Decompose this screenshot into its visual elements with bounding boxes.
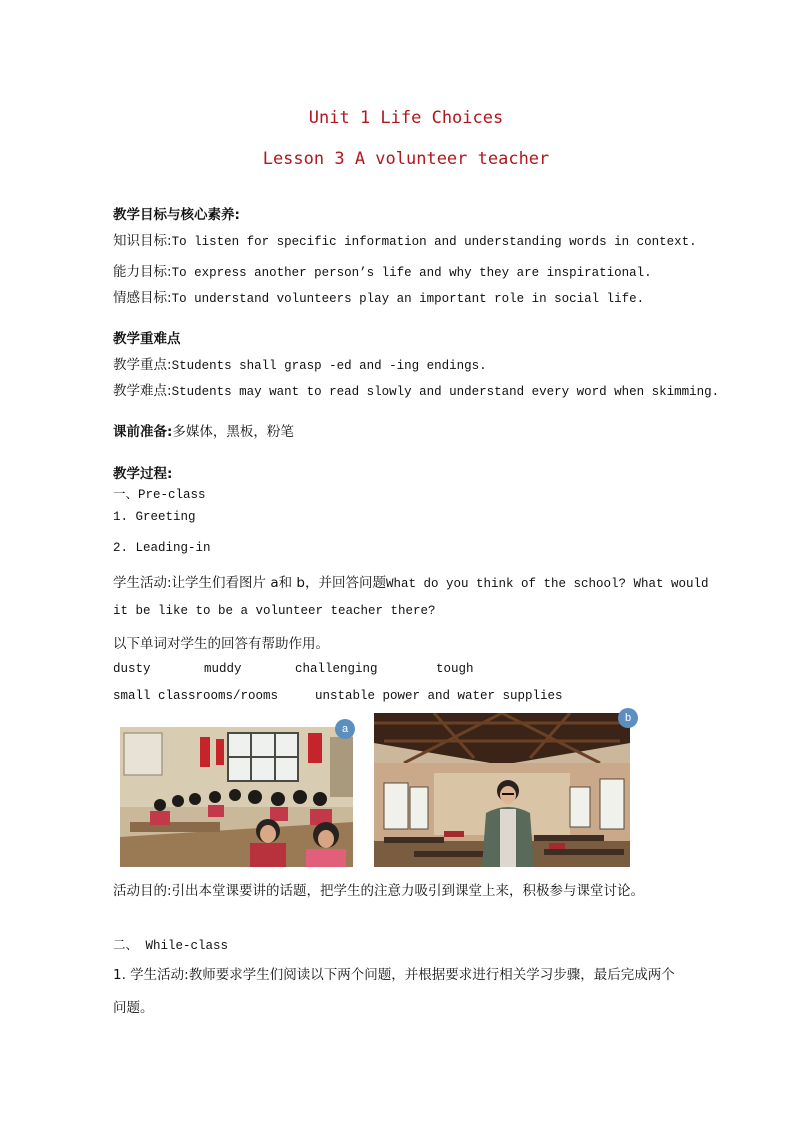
student-activity — [113, 571, 709, 591]
knowledge-text: To listen for specific information and understanding words in context. — [171, 235, 697, 249]
ability-text: To express another person’s life and why they are inspirational. — [171, 266, 652, 280]
objectives-heading: 教学目标与核心素养: — [113, 207, 240, 223]
classroom-students-photo — [120, 727, 353, 867]
difficulty-label: 教学难点: — [113, 383, 172, 399]
image-label-a: a — [335, 719, 355, 739]
word-challenging: challenging — [295, 662, 378, 676]
focus-label: 教学重点: — [113, 357, 172, 373]
while-step-text: 教师要求学生们阅读以下两个问题，并根据要求进行相关学习步骤，最后完成两个 — [188, 967, 675, 983]
step-greeting: 1. Greeting — [113, 510, 196, 524]
key-points-heading: 教学重难点 — [113, 331, 181, 347]
knowledge-objective — [113, 229, 697, 249]
purpose-text: 引出本堂课要讲的话题，把学生的注意力吸引到课堂上来，积极参与课堂讨论。 — [171, 883, 645, 899]
difficulty-text: Students may want to read slowly and understand every word when skimming. — [171, 385, 720, 399]
preparation-text: 多媒体，黑板，粉笔 — [172, 424, 294, 440]
knowledge-label: 知识目标: — [113, 233, 172, 249]
word-muddy: muddy — [204, 662, 242, 676]
word-dusty: dusty — [113, 662, 151, 676]
process-heading: 教学过程: — [113, 466, 173, 482]
volunteer-teacher-photo — [374, 713, 630, 867]
emotion-label: 情感目标: — [113, 290, 172, 306]
while-class-activity-cont: 问题。 — [113, 1000, 154, 1016]
emotion-objective — [113, 286, 644, 306]
while-step-label: 1. 学生活动: — [113, 967, 189, 983]
word-unstable-supplies: unstable power and water supplies — [315, 689, 563, 703]
image-label-b: b — [618, 708, 638, 728]
lesson-subtitle: Lesson 3 A volunteer teacher — [262, 149, 550, 169]
focus-text: Students shall grasp -ed and -ing endings. — [171, 359, 487, 373]
while-class-heading: 二、 While-class — [113, 939, 229, 953]
while-class-activity — [113, 963, 675, 983]
ability-label: 能力目标: — [113, 264, 172, 280]
preparation — [113, 420, 294, 440]
activity-continued: it be like to be a volunteer teacher there? — [113, 604, 436, 618]
teaching-difficulty — [113, 379, 719, 399]
activity-en: What do you think of the school? What would — [386, 577, 709, 591]
pre-class-heading: 一、Pre-class — [113, 488, 206, 502]
purpose-label: 活动目的: — [113, 883, 172, 899]
ability-objective — [113, 260, 652, 280]
teaching-focus — [113, 353, 487, 373]
activity-label: 学生活动: — [113, 575, 172, 591]
word-small-classrooms: small classrooms/rooms — [113, 689, 279, 703]
helpful-words-intro: 以下单词对学生的回答有帮助作用。 — [113, 636, 329, 652]
word-tough: tough — [436, 662, 474, 676]
step-leading-in: 2. Leading-in — [113, 541, 211, 555]
activity-purpose — [113, 879, 644, 899]
preparation-label: 课前准备: — [113, 424, 173, 440]
emotion-text: To understand volunteers play an important role in social life. — [171, 292, 645, 306]
page-title: Unit 1 Life Choices — [308, 108, 504, 128]
activity-cn: 让学生们看图片 a和 b，并回答问题 — [171, 575, 386, 591]
